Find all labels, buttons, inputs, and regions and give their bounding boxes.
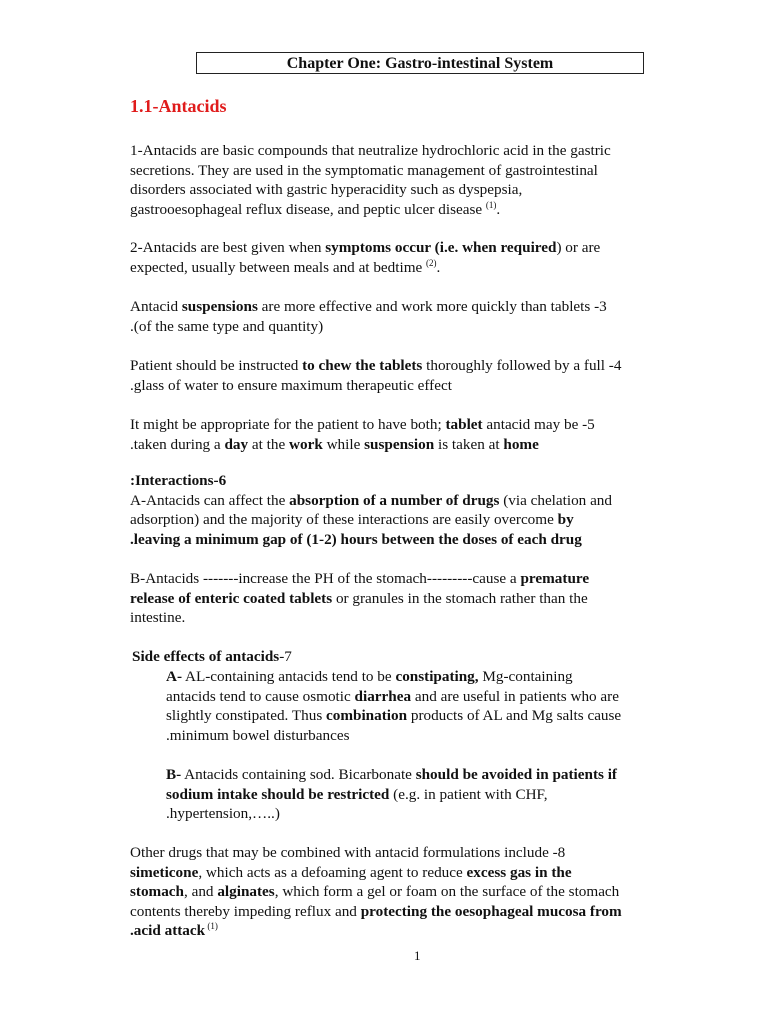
text-span: expected, usually between meals and at bedtime [130,258,427,276]
emphasis: work [289,435,323,453]
side-effects-heading [132,647,732,667]
text-span: contents thereby impeding reflux and [130,902,361,920]
text-span: products of AL and Mg salts cause [407,707,622,725]
text-line [130,356,730,376]
emphasis: suspension [364,435,435,453]
text-span: AL-containing antacids tend to be [182,668,396,685]
text-span: .taken during a [130,435,225,453]
text-line [130,902,730,922]
text-line [166,667,766,687]
interactions-b [130,569,730,628]
text-line [130,510,730,530]
emphasis: Side effects of antacids [132,648,280,665]
text-line: Other drugs that may be combined with antacid formulations include -8 [130,844,566,861]
text-line [130,589,730,609]
text-span: antacids tend to cause osmotic [166,687,355,705]
text-line: .leaving a minimum gap of (1-2) hours between the doses of each drug [130,530,582,548]
text-line [130,258,730,278]
text-span: slightly constipated. Thus [166,707,327,725]
text-line [130,491,730,511]
citation-ref: (1) [205,921,218,932]
text-span: at the [248,435,290,453]
emphasis: stomach [130,883,184,901]
text-line: .hypertension,…..) [166,805,280,823]
emphasis: suspensions [181,298,258,315]
emphasis: symptoms occur (i.e. when required [325,239,557,256]
text-span: adsorption) and the majority of these interactions are easily overcome [130,511,558,529]
text-span: 2-Antacids are best given when [130,239,326,256]
text-span: , which acts as a defoaming agent to reduce [198,863,467,881]
text-line [130,435,730,455]
text-span: (e.g. in patient with CHF, [389,785,548,803]
emphasis: alginates [217,883,275,901]
text-span: or granules in the stomach rather than the [332,589,588,607]
chapter-title: Chapter One: Gastro-intestinal System [196,52,644,74]
text-span: . [436,258,441,276]
text-span: and are useful in patients who are [411,687,619,705]
interactions-section [130,471,730,549]
text-span: -7 [279,648,292,665]
text-line: .glass of water to ensure maximum therapeutic effect [130,376,452,394]
text-span: B-Antacids -------increase the PH of the stomach---------cause a [130,570,521,587]
text-line [130,238,730,258]
text-span: while [322,435,365,453]
text-line [130,569,730,589]
text-line: intestine. [130,609,186,627]
text-span: ) or are [556,239,601,256]
text-span: thoroughly followed by a full -4 [422,357,622,374]
side-effects-a [166,667,766,745]
text-line [132,647,732,667]
paragraph-3 [130,297,730,336]
paragraph-4 [130,356,730,395]
emphasis: home [503,435,539,453]
emphasis: B- [166,766,182,783]
text-span: is taken at [434,435,504,453]
emphasis: should be avoided in patients if [415,766,617,783]
text-span: Mg-containing [478,668,573,685]
text-span: are more effective and work more quickly than tablets -3 [257,298,607,315]
paragraph-5 [130,415,730,454]
emphasis: A- [166,668,183,685]
text-span: , and [184,883,218,901]
text-line [130,921,730,941]
emphasis: sodium intake should be restricted [166,785,390,803]
emphasis: .acid attack [130,922,206,940]
text-line [130,882,730,902]
text-line: .minimum bowel disturbances [166,726,350,744]
side-effects-b [166,765,766,824]
page-number: 1 [414,948,421,963]
text-line [166,687,766,707]
emphasis: absorption of a number of drugs [289,491,500,509]
text-span: Patient should be instructed [130,357,303,374]
text-line: 1-Antacids are basic compounds that neutralize hydrochloric acid in the gastric [130,142,611,159]
text-span: antacid may be -5 [482,416,595,433]
emphasis: to chew the tablets [302,357,423,374]
text-line [166,765,766,785]
emphasis: combination [326,707,408,725]
text-line: secretions. They are used in the symptomatic management of gastrointestinal [130,161,598,179]
text-span: Antacid [130,298,182,315]
text-line [130,415,730,435]
emphasis: premature [520,570,590,587]
emphasis: day [224,435,249,453]
paragraph-1 [130,141,730,219]
text-line [130,200,730,220]
emphasis: constipating, [395,668,479,685]
text-span: Antacids containing sod. Bicarbonate [181,766,416,783]
text-span: It might be appropriate for the patient to have both; [130,416,446,433]
emphasis: release of enteric coated tablets [130,589,333,607]
text-line [166,785,766,805]
paragraph-2 [130,238,730,277]
emphasis: tablet [445,416,483,433]
text-span: , which form a gel or foam on the surface of the stomach [274,883,620,901]
paragraph-8 [130,843,730,941]
section-heading: 1.1-Antacids [130,96,227,116]
text-span: gastrooesophageal reflux disease, and peptic ulcer disease [130,200,486,218]
text-line [130,863,730,883]
text-line [166,706,766,726]
emphasis: simeticone [130,863,199,881]
text-span: (via chelation and [499,491,612,509]
emphasis: protecting the oesophageal mucosa from [360,902,622,920]
citation-ref: (2) [426,257,437,268]
emphasis: diarrhea [354,687,412,705]
citation-ref: (1) [485,199,497,210]
text-span: . [496,200,501,218]
emphasis: by [557,511,574,529]
text-line: .(of the same type and quantity) [130,317,324,335]
text-span: A-Antacids can affect the [130,491,290,509]
emphasis: excess gas in the [466,863,572,881]
text-line: disorders associated with gastric hyperacidity such as dyspepsia, [130,181,523,199]
interactions-heading: :Interactions-6 [130,472,227,489]
text-line [130,297,730,317]
